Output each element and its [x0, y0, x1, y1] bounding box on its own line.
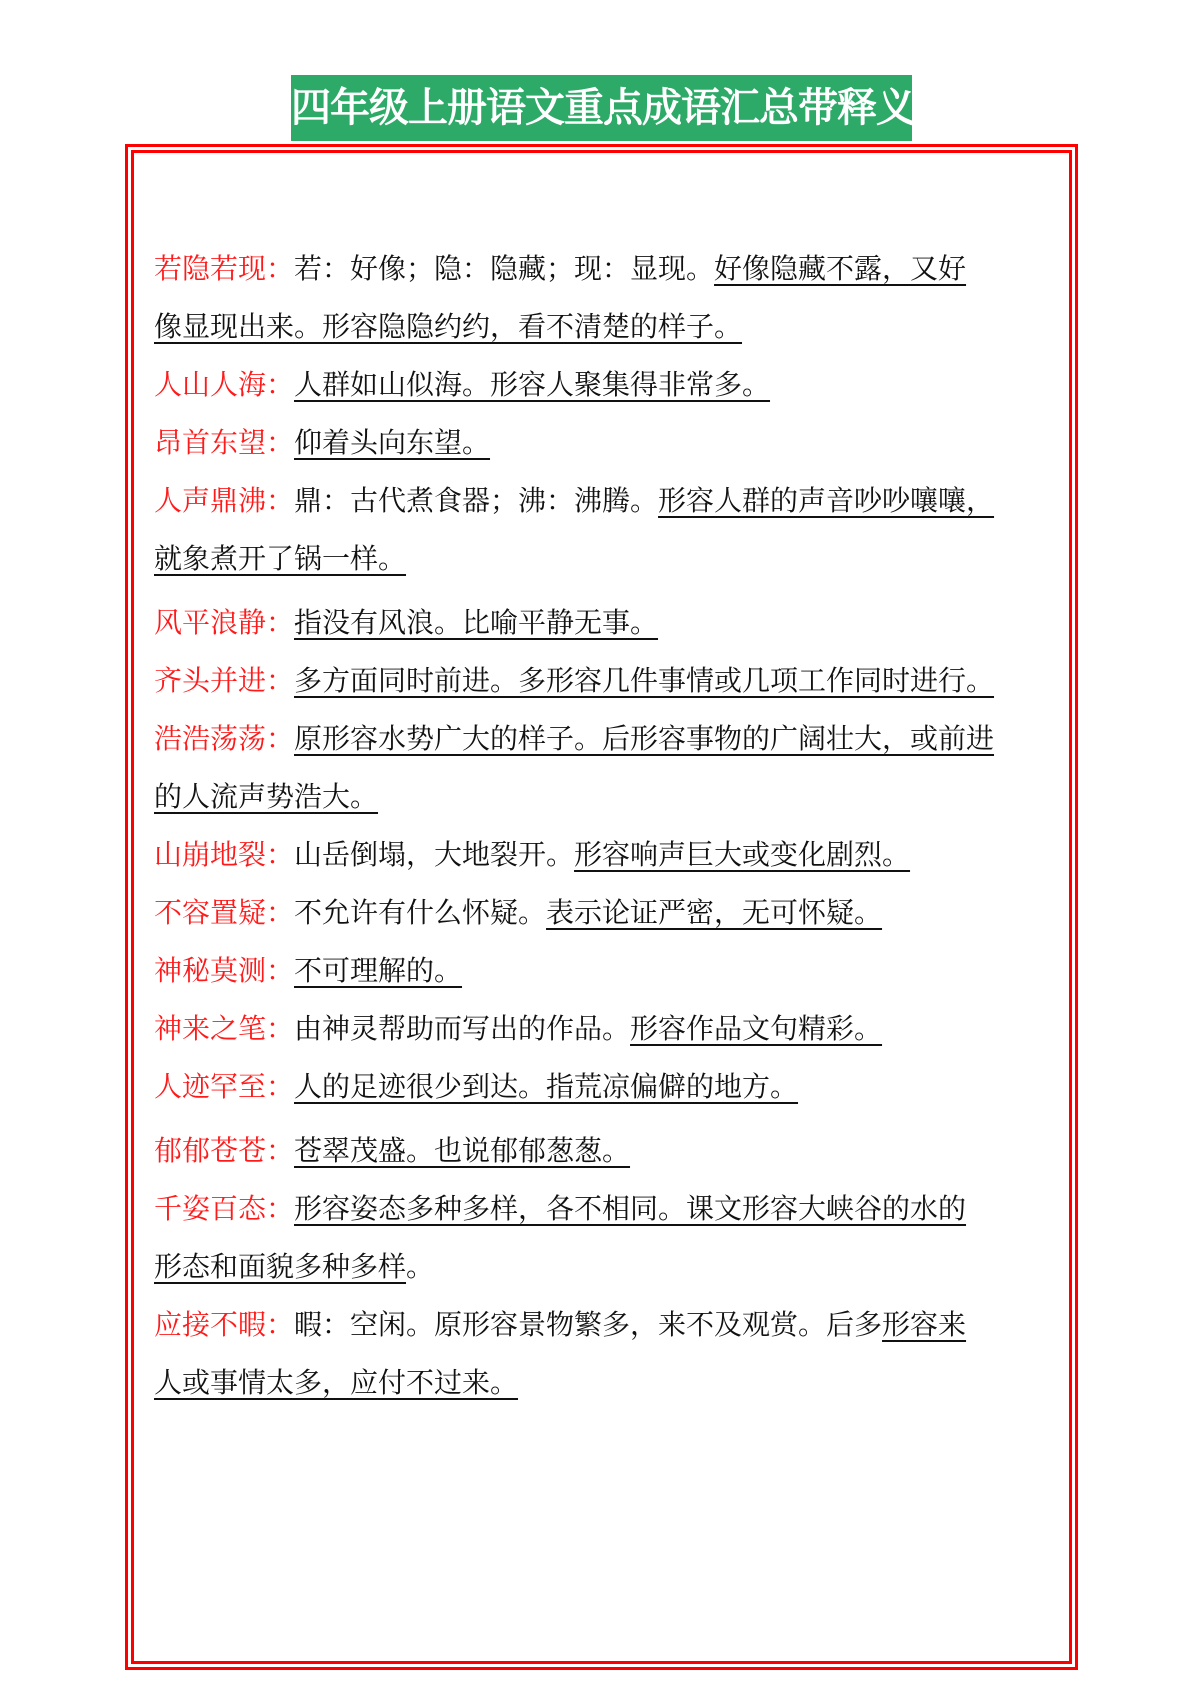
- entry-line: [154, 530, 1059, 588]
- idiom-term: 人迹罕至：: [154, 1070, 295, 1103]
- idiom-term: 昂首东望：: [154, 426, 295, 459]
- entry-line: [154, 356, 1059, 414]
- idiom-entry: [154, 884, 1059, 942]
- idiom-entry: [154, 594, 1059, 652]
- definition-text: 。: [406, 1250, 435, 1283]
- definition-text: 暇：空闲。原形容景物繁多，来不及观赏。后多: [294, 1308, 883, 1341]
- definition-underlined: 人群如山似海。形容人聚集得非常多。: [294, 368, 771, 401]
- definition-text: 山岳倒塌，大地裂开。: [294, 838, 575, 871]
- idiom-term: 人山人海：: [154, 368, 295, 401]
- entry-line: [154, 1122, 1059, 1180]
- entry-line: [154, 1180, 1059, 1238]
- idiom-term: 浩浩荡荡：: [154, 722, 295, 755]
- entry-line: [154, 1238, 1059, 1296]
- idiom-term: 风平浪静：: [154, 606, 295, 639]
- entry-line: [154, 1296, 1059, 1354]
- definition-underlined: 形容姿态多种多样，各不相同。课文形容大峡谷的水的: [294, 1192, 967, 1225]
- idiom-entry: [154, 1122, 1059, 1180]
- definition-underlined: 原形容水势广大的样子。后形容事物的广阔壮大，或前进: [294, 722, 995, 755]
- entry-line: [154, 472, 1059, 530]
- entry-line: [154, 884, 1059, 942]
- entry-line: [154, 298, 1059, 356]
- entry-line: [154, 240, 1059, 298]
- definition-underlined: 表示论证严密，无可怀疑。: [546, 896, 883, 929]
- entry-line: [154, 1354, 1059, 1412]
- definition-text: 不允许有什么怀疑。: [294, 896, 547, 929]
- definition-underlined: 仰着头向东望。: [294, 426, 491, 459]
- definition-underlined: 形容人群的声音吵吵嚷嚷，: [658, 484, 995, 517]
- idiom-entry: [154, 942, 1059, 1000]
- entry-line: [154, 1058, 1059, 1116]
- definition-text: 鼎：古代煮食器；沸：沸腾。: [294, 484, 659, 517]
- entry-line: [154, 710, 1059, 768]
- idiom-entry: [154, 472, 1059, 588]
- definition-underlined: 像显现出来。形容隐隐约约，看不清楚的样子。: [154, 310, 743, 343]
- definition-underlined: 形态和面貌多种多样: [154, 1250, 407, 1283]
- definition-underlined: 形容来: [882, 1308, 967, 1341]
- idiom-list: [154, 240, 1059, 1412]
- idiom-term: 神秘莫测：: [154, 954, 295, 987]
- idiom-entry: [154, 414, 1059, 472]
- definition-underlined: 人或事情太多，应付不过来。: [154, 1366, 519, 1399]
- definition-underlined: 指没有风浪。比喻平静无事。: [294, 606, 659, 639]
- entry-line: [154, 942, 1059, 1000]
- page-title: 四年级上册语文重点成语汇总带释义: [291, 75, 912, 141]
- idiom-term: 应接不暇：: [154, 1308, 295, 1341]
- idiom-term: 若隐若现：: [154, 252, 295, 285]
- entry-line: [154, 826, 1059, 884]
- idiom-entry: [154, 1000, 1059, 1058]
- definition-underlined: 好像隐藏不露，又好: [714, 252, 967, 285]
- definition-underlined: 形容响声巨大或变化剧烈。: [574, 838, 911, 871]
- definition-underlined: 不可理解的。: [294, 954, 463, 987]
- idiom-term: 人声鼎沸：: [154, 484, 295, 517]
- idiom-entry: [154, 1296, 1059, 1412]
- definition-text: 由神灵帮助而写出的作品。: [294, 1012, 631, 1045]
- definition-underlined: 多方面同时前进。多形容几件事情或几项工作同时进行。: [294, 664, 995, 697]
- idiom-term: 不容置疑：: [154, 896, 295, 929]
- entry-line: [154, 768, 1059, 826]
- definition-underlined: 就象煮开了锅一样。: [154, 542, 407, 575]
- idiom-entry: [154, 356, 1059, 414]
- idiom-term: 齐头并进：: [154, 664, 295, 697]
- entry-line: [154, 652, 1059, 710]
- definition-underlined: 形容作品文句精彩。: [630, 1012, 883, 1045]
- idiom-term: 山崩地裂：: [154, 838, 295, 871]
- idiom-term: 神来之笔：: [154, 1012, 295, 1045]
- definition-underlined: 人的足迹很少到达。指荒凉偏僻的地方。: [294, 1070, 799, 1103]
- idiom-entry: [154, 1180, 1059, 1296]
- idiom-entry: [154, 1058, 1059, 1116]
- entry-line: [154, 414, 1059, 472]
- definition-text: 若：好像；隐：隐藏；现：显现。: [294, 252, 715, 285]
- idiom-entry: [154, 652, 1059, 710]
- definition-underlined: 苍翠茂盛。也说郁郁葱葱。: [294, 1134, 631, 1167]
- idiom-term: 郁郁苍苍：: [154, 1134, 295, 1167]
- idiom-entry: [154, 826, 1059, 884]
- idiom-term: 千姿百态：: [154, 1192, 295, 1225]
- definition-underlined: 的人流声势浩大。: [154, 780, 379, 813]
- entry-line: [154, 1000, 1059, 1058]
- idiom-entry: [154, 710, 1059, 826]
- entry-line: [154, 594, 1059, 652]
- idiom-entry: [154, 240, 1059, 356]
